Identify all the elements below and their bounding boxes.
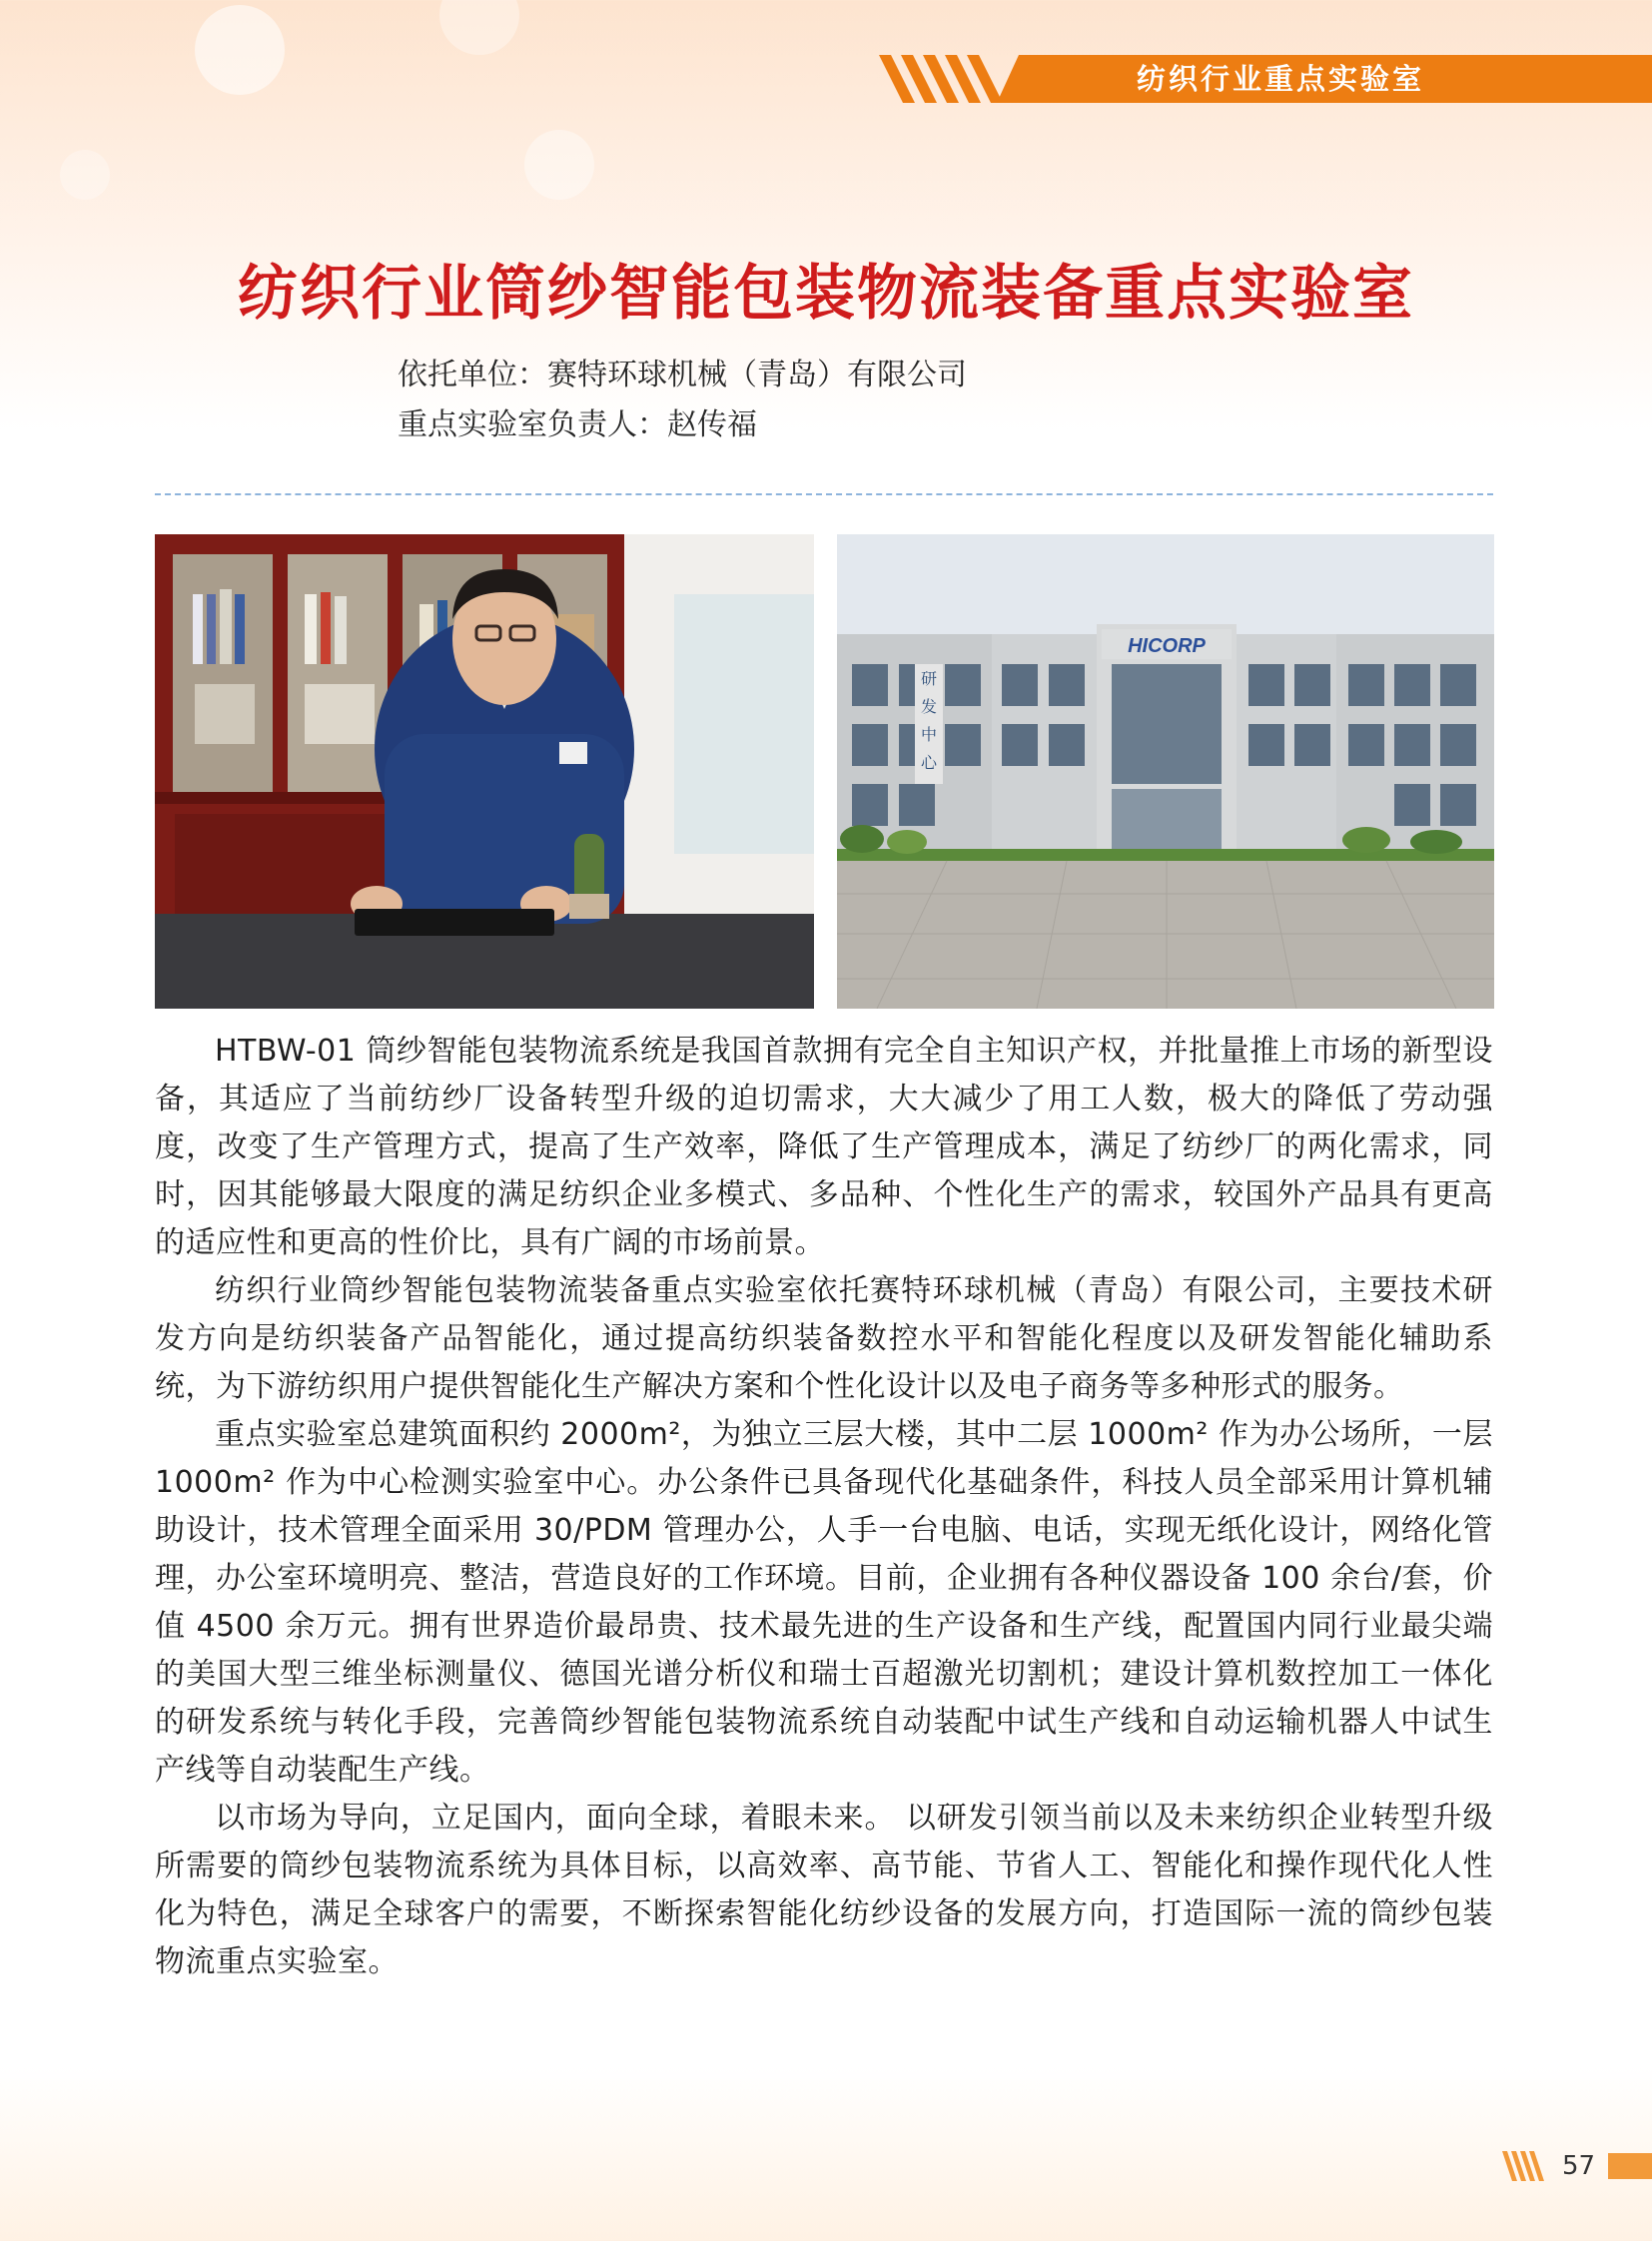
paragraph: HTBW-01 筒纱智能包装物流系统是我国首款拥有完全自主知识产权，并批量推上市场的新型设备，其适应了当前纺纱厂设备转型升级的迫切需求，大大减少了用工人数，极大的降低了劳动强度，改变了生产管理方式，提高了生产效率，降低了生产管理成本，满足了纺纱厂的两化需求，同时，因其能够最大限度的满足纺织企业多模式、多品种、个性化生产的需求，较国外产品具有更高的适应性和更高的性价比，具有广阔的市场前景。 [155,1034,1493,1260]
research-center-building-photo [837,534,1494,1009]
host-unit: 依托单位：赛特环球机械（青岛）有限公司 [398,358,967,392]
lab-director: 重点实验室负责人：赵传福 [398,407,757,442]
section-label: 纺织行业重点实验室 [1137,62,1425,96]
page-title: 纺织行业筒纱智能包装物流装备重点实验室 [238,259,1414,329]
paragraph: 以市场为导向，立足国内，面向全球，着眼未来。 以研发引领当前以及未来纺织企业转型升级所需要的筒纱包装物流系统为具体目标，以高效率、高节能、节省人工、智能化和操作现代化人性化为特色，满足全球客户的需要，不断探索智能化纺纱设备的发展方向，打造国际一流的筒纱包装物流重点实验室。 [155,1801,1493,1979]
decorative-bokeh [524,130,594,200]
decorative-bokeh [60,150,110,200]
stripes-icon [879,55,1019,103]
page-number-badge [1502,2151,1652,2181]
paragraph: 重点实验室总建筑面积约 2000m²，为独立三层大楼，其中二层 1000m² 作为办公场所，一层 1000m² 作为中心检测实验室中心。办公条件已具备现代化基础条件，科技人员全部采用计算机辅助设计，技术管理全面采用 30/PDM 管理办公，人手一台电脑、电话，实现无纸化设计，网络化管理，办公室环境明亮、整洁，营造良好的工作环境。目前，企业拥有各种仪器设备 100 余台/套，价值 4500 余万元。拥有世界造价最昂贵、技术最先进的生产设备和生产线，配置国内同行业最尖端的美国大型三维坐标测量仪、德国光谱分析仪和瑞士百超激光切割机；建设计算机数控加工一体化的研发系统与转化手段，完善筒纱智能包装物流系统自动装配中试生产线和自动运输机器人中试生产线等自动装配生产线。 [155,1417,1493,1788]
dashed-divider [155,493,1493,495]
decorative-bokeh [195,5,285,95]
page-number: 57 [1562,2151,1596,2181]
section-banner [879,55,1652,103]
paragraph: 纺织行业筒纱智能包装物流装备重点实验室依托赛特环球机械（青岛）有限公司，主要技术研发方向是纺织装备产品智能化，通过提高纺织装备数控水平和智能化程度以及研发智能化辅助系统，为下游纺织用户提供智能化生产解决方案和个性化设计以及电子商务等多种形式的服务。 [155,1273,1493,1404]
director-portrait-photo [155,534,814,1009]
building-sign: HICORP [1128,635,1206,657]
article-body [155,1028,1493,1986]
svg-text:心: 心 [920,753,938,772]
stripes-icon [1502,2151,1546,2181]
svg-text:研: 研 [920,669,938,688]
svg-text:中: 中 [920,725,938,744]
decorative-bokeh [439,0,519,55]
page-number-bar [1608,2153,1652,2179]
svg-text:发: 发 [920,697,938,716]
